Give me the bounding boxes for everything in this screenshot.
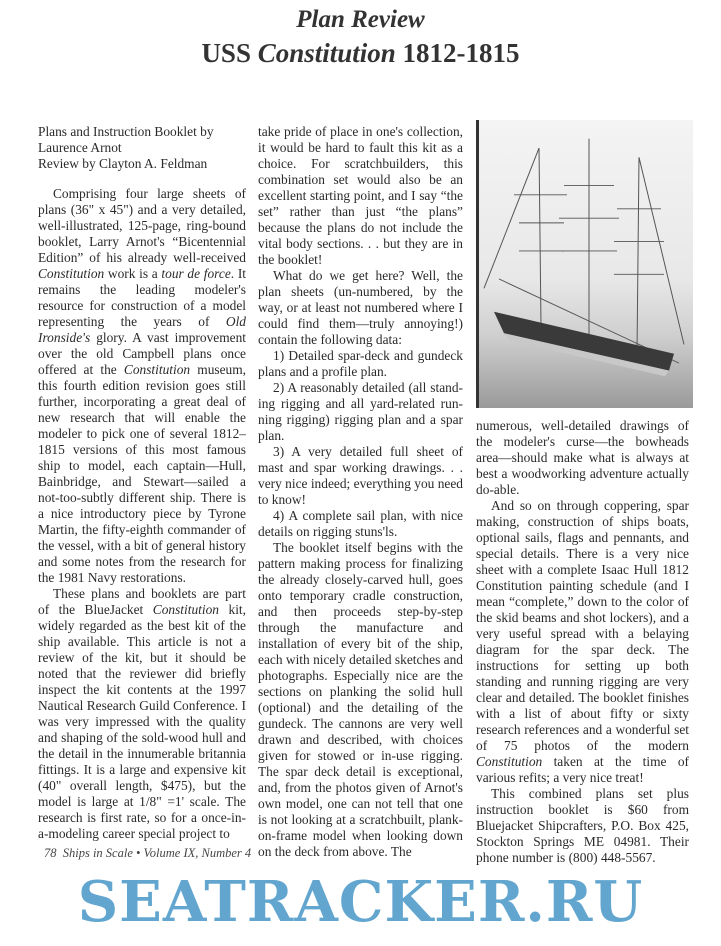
text-run: This combined plans set plus instruction booklet is $60 from Bluejacket Shipcrafters, P.O. Box 425, Stockton Springs ME 04981. Their phone number is (800) 448-5567. [476, 786, 689, 865]
body-paragraph [258, 540, 463, 860]
body-paragraph [476, 418, 689, 498]
page-number: 78 [44, 846, 57, 860]
text-run: glory. A vast improvement over the old Campbell plans once offered at the [38, 330, 246, 377]
text-run: . It remains the leading modeler's resource for construction of a model representing the years of [38, 266, 246, 329]
byline-plans: Plans and Instruction Booklet by [38, 124, 214, 139]
section-kicker: Plan Review [296, 6, 425, 33]
italic-text: Constitution [152, 602, 219, 617]
italic-text: Constitution [38, 266, 105, 281]
text-run: kit, widely regarded as the best kit of the ship available. This article is not a review of the kit, but it should be noted that the reviewer did briefly inspect the kit contents at the 1997 Nautical Research Guild Conference. I was very impressed with the quality and shaping of the sold-wood hull and the detail in the innumerable britannia fittings. It is a large and expensive kit (40" overall length, $475), but the model is large at 1/8" =1' scale. The research is first rate, so for a once-in-a-modeling career special project to [38, 602, 246, 841]
text-run: What do we get here? Well, the plan sheets (un-numbered, by the way, or at least not numbered where I could find them—truly annoying!) contain the following data: [258, 268, 463, 347]
title-ship-name: Constitution [257, 38, 396, 68]
text-run: 1) Detailed spar-deck and gundeck plans and a profile plan. [258, 348, 463, 379]
body-paragraph [38, 186, 246, 586]
issue-label: Volume IX, Number 4 [143, 846, 252, 860]
title-years: 1812-1815 [395, 38, 520, 68]
page-footer: 78 Ships in Scale • Volume IX, Number 4 [44, 846, 252, 860]
body-paragraph [476, 498, 689, 786]
text-run-cont: take pride of place in one's collection, it would be hard to fault this kit as a choice. For scratchbuilders, this combination set would also be an excellent starting point, and I say “the set” rather than just “the plans” because the plans do not include the vital body sections. . . but they are in the booklet! [258, 124, 463, 267]
italic-text: Old Ironside's [38, 314, 246, 345]
text-run: Comprising four large sheets of plans (36" x 45") and a very detailed, well-illustrated, 125-page, ring-bound booklet, Larry Arnot's “Bicentennial Edition” of his already well-received [38, 186, 246, 265]
body-paragraph [476, 786, 689, 866]
text-run: work is a [104, 266, 162, 281]
publication-name: Ships in Scale [62, 846, 133, 860]
body-paragraph [258, 268, 463, 348]
body-paragraph [258, 444, 463, 508]
watermark: SEATRACKER.RU [77, 869, 644, 935]
text-run: 2) A reasonably detailed (all standing rigging and all yard-related running rigging) rigging plan and a spar plan. [258, 380, 463, 443]
page-title [0, 38, 721, 69]
body-paragraph [258, 380, 463, 444]
column-1 [38, 124, 246, 842]
body-paragraph [38, 586, 246, 842]
body-paragraph [258, 348, 463, 380]
italic-text: Constitution [476, 754, 543, 769]
text-run: The booklet itself begins with the pattern making process for finalizing the already closely-carved hull, goes onto temporary cradle construction, and then proceeds step-by-step through the manufacture and installation of every bit of the ship, each with nicely detailed sketches and photographs. Especially nice are the sections on planking the solid hull (optional) and the detailing of the gundeck. The cannons are very well drawn and described, with choices given for stowed or in-use rigging. The spar deck detail is exceptional, and, from the photos given of Arnot's own model, one can not tell that one is not looking at a scratchbuilt, plank-on-frame model when looking down on the deck from above. The [258, 540, 463, 859]
title-prefix: USS [201, 38, 258, 68]
byline-reviewer: Review by Clayton A. Feldman [38, 156, 208, 171]
body-paragraph [258, 124, 463, 268]
ship-model-photo [476, 120, 693, 408]
column-2 [258, 124, 463, 860]
italic-text: tour de force [161, 266, 231, 281]
byline-author: Laurence Arnot [38, 140, 122, 155]
body-paragraph [258, 508, 463, 540]
text-run: 3) A very detailed full sheet of mast and spar working drawings. . . very nice indeed; everything you need to know! [258, 444, 463, 507]
italic-text: Constitution [123, 362, 191, 377]
text-run: And so on through coppering, spar making, construction of ships boats, optional sails, flags and pennants, and special details. There is a very nice sheet with a complete Isaac Hull 1812 Constitution painting schedule (and I mean “complete,” down to the color of the skid beams and shot lockers), and a very useful spread with a belaying diagram for the spar deck. The instructions for setting up both standing and running rigging are very clear and detailed. The booklet finishes with a list of about fifty or sixty research references and a wonderful set of 75 photos of the modern [476, 498, 689, 753]
text-run-cont: numerous, well-detailed drawings of the modeler's curse—the bowheads area—should make what is always at best a woodworking adventure actually do-able. [476, 418, 689, 497]
text-run: 4) A complete sail plan, with nice details on rigging stuns'ls. [258, 508, 463, 539]
column-3 [476, 418, 689, 866]
text-run: museum, this fourth edition revision goes still further, incorporating a great deal of new research that will enable the modeler to pick one of several 1812–1815 versions of this most famous ship to model, each captain—Hull, Bainbridge, and Stewart—sailed a not-too-subtly different ship. There is a nice introductory piece by Tyrone Martin, the fifty-eighth commander of the vessel, with a bit of general history and some notes from the research for the 1981 Navy restorations. [38, 362, 246, 585]
text-run: taken at the time of various refits; a very nice treat! [476, 754, 689, 785]
text-run: These plans and booklets are part of the BlueJacket [38, 586, 246, 617]
